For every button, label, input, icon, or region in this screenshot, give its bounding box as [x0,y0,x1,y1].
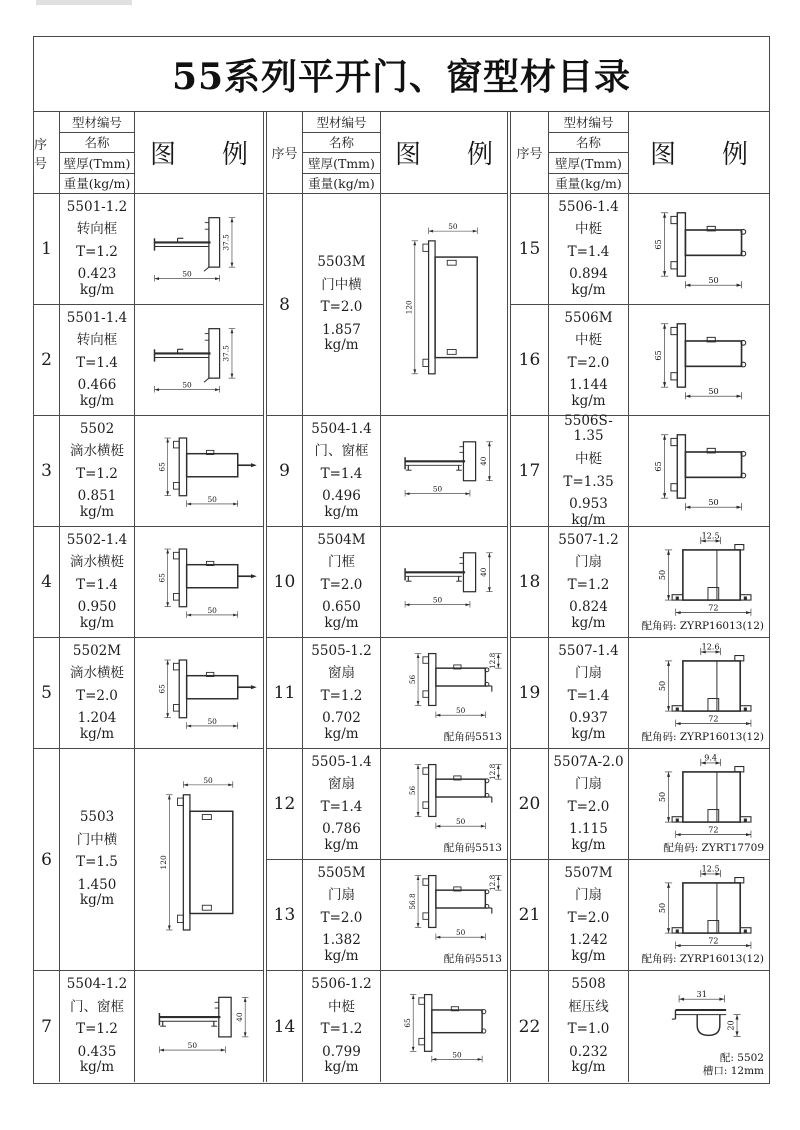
profile-name: 门中横 [76,831,118,848]
diagram-note: 配角码: ZYRP16013(12) [641,953,764,966]
profile-diagram [381,749,507,859]
row-number: 22 [511,971,549,1082]
table-row [267,527,507,638]
profile-info [549,527,629,637]
profile-info [60,527,135,637]
profile-code: 5506-1.2 [311,976,372,993]
dimension-label: 65 [157,462,167,472]
diagram-header-right: 例 [222,140,249,170]
profile-info [60,638,135,748]
profile-section-drawing [384,977,504,1077]
table-row [511,971,769,1082]
profile-thickness: T=1.0 [567,1021,610,1038]
dimension-label: 50 [657,680,667,692]
dimension-label: 12.8 [488,874,498,891]
dimension-label: 65 [652,239,663,250]
dimension-label: 50 [432,595,443,605]
catalog-group-2 [267,112,507,1082]
profile-weight: 1.382 kg/m [322,932,361,964]
profile-code: 5507-1.2 [558,531,619,548]
column-header-info-row: 重量(kg/m) [63,176,131,192]
profile-name: 门扇 [575,776,602,793]
profile-code: 5501-1.2 [66,198,128,215]
profile-section-drawing [632,865,766,951]
column-header-info-row: 重量(kg/m) [555,176,622,192]
profile-thickness: T=1.4 [76,576,118,593]
profile-info [303,638,381,748]
profile-weight: 0.702 kg/m [322,710,361,742]
column-header-info-row: 型材编号 [549,112,628,133]
profile-diagram [381,638,507,748]
profile-diagram [381,527,507,637]
diagram-note-line1: 配: 5502 [719,1051,764,1064]
profile-section-drawing [138,421,260,521]
profile-weight: 0.466 kg/m [77,377,117,409]
profile-name: 门扇 [575,665,602,682]
profile-weight: 0.423 kg/m [77,266,117,298]
profile-name: 中梃 [328,998,355,1015]
diagram-note-line2: 槽口: 12mm [702,1065,764,1078]
profile-code: 5506M [564,309,613,326]
dimension-label: 12.8 [488,763,498,780]
row-number: 18 [511,527,549,637]
dimension-label: 40 [479,567,489,577]
profile-weight: 1.857 kg/m [322,321,361,354]
profile-name: 滴水横梃 [70,554,124,571]
profile-name: 门、窗框 [70,998,124,1015]
dimension-label: 72 [708,936,719,946]
profile-weight: 1.115 kg/m [569,821,608,853]
profile-code: 5502 [79,420,115,437]
profile-diagram [629,305,769,415]
profile-info [549,749,629,859]
profile-info [303,416,381,526]
dimension-label: 9.4 [704,754,718,763]
profile-diagram [629,749,769,859]
dimension-label: 20 [725,1019,736,1031]
dimension-label: 50 [182,269,192,279]
profile-info [549,638,629,748]
profile-diagram [135,527,263,637]
profile-diagram [629,527,769,637]
diagram-note: 配角码5513 [443,842,502,855]
table-row [511,749,769,860]
table-row [267,416,507,527]
profile-thickness: T=1.2 [320,1021,363,1038]
profile-info [549,860,629,970]
column-header-info-row: 名称 [549,133,628,154]
table-row [267,194,507,416]
dimension-label: 40 [479,456,489,466]
profile-weight: 0.650 kg/m [322,599,361,631]
table-row [34,416,263,527]
table-row [511,860,769,971]
profile-weight: 0.937 kg/m [569,710,608,742]
dimension-label: 65 [652,461,663,472]
dimension-label: 50 [452,1049,462,1059]
profile-info [549,971,629,1082]
profile-name: 转向框 [76,332,118,349]
profile-thickness: T=1.4 [567,687,610,704]
dimension-label: 120 [404,300,414,315]
profile-code: 5504-1.2 [66,976,128,993]
row-number: 17 [511,416,549,526]
profile-code: 5503M [317,254,366,271]
profile-section-drawing [138,757,260,962]
profile-weight: 0.435 kg/m [77,1043,117,1076]
profile-weight: 0.851 kg/m [77,488,117,520]
profile-info [303,194,381,415]
row-number: 8 [267,194,303,415]
profile-code: 5507-1.4 [558,642,619,659]
catalog-group-1 [34,112,263,1082]
profile-name: 门中横 [321,276,362,293]
profile-diagram [135,638,263,748]
profile-name: 门扇 [328,887,355,904]
profile-name: 门框 [328,554,355,571]
profile-weight: 1.450 kg/m [77,876,117,909]
profile-diagram [135,194,263,304]
profile-weight: 1.144 kg/m [569,377,608,409]
dimension-label: 37.5 [221,345,231,362]
table-row [267,860,507,971]
diagram-header-left: 图 [149,140,176,170]
column-header-info-row: 重量(kg/m) [308,176,375,192]
profile-section-drawing [138,977,260,1077]
dimension-label: 50 [432,484,443,494]
profile-info [60,416,135,526]
profile-weight: 0.953 kg/m [569,496,608,528]
profile-name: 窗扇 [328,665,355,682]
dimension-label: 72 [708,714,719,724]
profile-diagram [629,860,769,970]
row-number: 9 [267,416,303,526]
profile-name: 窗扇 [328,776,355,793]
dimension-label: 31 [696,988,707,999]
profile-thickness: T=1.5 [76,854,118,871]
profile-section-drawing [632,532,766,618]
profile-thickness: T=1.4 [76,354,118,371]
dimension-label: 50 [455,817,466,827]
dimension-label: 65 [652,350,663,361]
column-header-info [60,112,135,193]
dimension-label: 50 [708,274,719,285]
row-number: 13 [267,860,303,970]
row-number: 15 [511,194,549,304]
row-number: 10 [267,527,303,637]
profile-diagram [381,971,507,1082]
diagram-note: 配角码: ZYRP16013(12) [641,731,764,744]
diagram-header-right: 例 [722,140,749,170]
profile-thickness: T=1.2 [567,576,610,593]
profile-diagram [629,416,769,526]
profile-info [303,860,381,970]
diagram-header-left: 图 [649,140,676,170]
profile-thickness: T=1.35 [563,473,614,490]
dimension-label: 12.5 [701,532,720,541]
group-header [511,112,769,194]
dimension-label: 50 [657,569,667,581]
dimension-label: 50 [182,380,192,390]
dimension-label: 56.8 [407,893,417,910]
profile-info [60,194,135,304]
column-header-info-row: 壁厚(Tmm) [549,153,628,174]
diagram-note: 配角码5513 [443,953,502,966]
row-number: 20 [511,749,549,859]
profile-thickness: T=1.2 [76,1021,118,1038]
table-row [511,412,769,528]
profile-thickness: T=2.0 [567,909,610,926]
column-header-info-row: 型材编号 [303,112,380,133]
table-row [511,527,769,638]
profile-code: 5505-1.2 [311,642,372,659]
row-number: 6 [34,749,60,970]
profile-name: 中梃 [575,221,602,238]
dimension-label: 12.8 [488,652,498,669]
profile-info [60,971,135,1082]
dimension-label: 50 [187,1040,198,1050]
profile-weight: 0.786 kg/m [322,821,361,853]
profile-code: 5507A-2.0 [553,753,624,770]
column-header-diagram [135,112,263,193]
table-row [34,194,263,305]
profile-thickness: T=2.0 [320,909,363,926]
profile-weight: 0.496 kg/m [322,488,361,520]
table-row [267,749,507,860]
dimension-label: 50 [708,496,719,507]
table-row [511,305,769,416]
column-header-info-row: 名称 [60,133,134,154]
profile-weight: 0.232 kg/m [569,1043,608,1076]
profile-code: 5508 [571,976,606,993]
catalog-group-3 [511,112,769,1082]
dimension-label: 72 [708,825,719,835]
profile-thickness: T=2.0 [76,687,118,704]
profile-code: 5505M [317,864,366,881]
profile-code: 5501-1.4 [66,309,128,326]
dimension-label: 50 [657,902,667,914]
profile-thickness: T=2.0 [567,354,610,371]
profile-name: 中梃 [575,450,602,467]
table-body [34,112,769,1082]
row-number: 4 [34,527,60,637]
profile-code: 5504-1.4 [311,420,372,437]
row-number: 19 [511,638,549,748]
profile-info [549,305,629,415]
profile-info [549,194,629,304]
profile-info [60,305,135,415]
table-row [34,638,263,749]
row-number: 14 [267,971,303,1082]
row-number: 5 [34,638,60,748]
profile-info [303,527,381,637]
dimension-label: 56 [407,674,417,685]
dimension-label: 50 [203,775,213,785]
profile-code: 5506-1.4 [558,198,619,215]
column-header-info-row: 壁厚(Tmm) [303,153,380,174]
profile-section-drawing [632,199,766,299]
profile-section-drawing [384,865,504,951]
row-number: 2 [34,305,60,415]
profile-section-drawing [384,421,504,521]
profile-section-drawing [632,421,766,521]
dimension-label: 65 [157,684,167,694]
dimension-label: 120 [159,855,169,870]
table-row [267,971,507,1082]
profile-section-drawing [138,532,260,632]
profile-diagram [381,860,507,970]
profile-info [303,749,381,859]
profile-info [549,412,629,528]
profile-diagram [381,194,507,415]
profile-name: 框压线 [568,998,609,1015]
dimension-label: 50 [448,222,458,232]
dimension-label: 37.5 [221,234,231,251]
profile-code: 5505-1.4 [311,753,372,770]
profile-section-drawing [384,532,504,632]
profile-name: 滴水横梃 [70,665,124,682]
diagram-note: 配角码: ZYRP16013(12) [641,620,764,633]
column-header-diagram [381,112,507,193]
profile-weight: 0.824 kg/m [569,599,608,631]
column-header-diagram [629,112,769,193]
scan-artifact [36,0,132,5]
profile-name: 门扇 [575,887,602,904]
profile-diagram [135,416,263,526]
dimension-label: 65 [402,1017,412,1028]
diagram-header-left: 图 [394,140,421,170]
column-header-info-row: 型材编号 [60,112,134,133]
profile-thickness: T=2.0 [567,798,610,815]
dimension-label: 72 [708,603,719,613]
table-row [34,305,263,416]
row-number: 3 [34,416,60,526]
profile-diagram [629,971,769,1082]
profile-thickness: T=2.0 [320,576,363,593]
column-header-info-row: 名称 [303,133,380,154]
column-header-info [303,112,381,193]
row-number: 12 [267,749,303,859]
profile-thickness: T=1.2 [76,465,118,482]
profile-name: 中梃 [575,332,602,349]
profile-info [303,971,381,1082]
dimension-label: 50 [708,385,719,396]
profile-weight: 1.242 kg/m [569,932,608,964]
profile-code: 5504M [317,531,366,548]
profile-code: 5506S-1.35 [564,412,613,445]
profile-code: 5507M [564,864,613,881]
group-header [34,112,263,194]
profile-weight: 0.950 kg/m [77,599,117,631]
profile-section-drawing [632,754,766,840]
profile-code: 5502-1.4 [66,531,128,548]
profile-name: 门扇 [575,554,602,571]
profile-diagram [135,305,263,415]
dimension-label: 12.5 [701,865,720,874]
table-row [34,749,263,971]
table-row [511,194,769,305]
row-number: 21 [511,860,549,970]
diagram-note: 配角码: ZYRT17709 [663,842,764,855]
profile-thickness: T=1.4 [567,243,610,260]
profile-diagram [381,416,507,526]
dimension-label: 50 [207,494,217,504]
column-header-info-row: 壁厚(Tmm) [60,153,134,174]
column-header-info [549,112,629,193]
profile-weight: 0.894 kg/m [569,266,608,298]
profile-section-drawing [384,643,504,729]
profile-name: 滴水横梃 [70,443,124,460]
table-row [511,638,769,749]
page-title: 55系列平开门、窗型材目录 [34,37,769,112]
profile-thickness: T=1.2 [76,243,118,260]
diagram-note [703,1052,764,1079]
profile-section-drawing [632,643,766,729]
profile-diagram [629,194,769,304]
profile-section-drawing [138,643,260,743]
profile-weight: 0.799 kg/m [322,1043,361,1076]
dimension-label: 50 [207,716,217,726]
table-row [34,527,263,638]
row-number: 7 [34,971,60,1082]
group-header [267,112,507,194]
profile-diagram [135,971,263,1082]
profile-name: 转向框 [76,221,118,238]
profile-thickness: T=1.2 [320,687,363,704]
profile-diagram [135,749,263,970]
dimension-label: 50 [207,605,217,615]
row-number: 11 [267,638,303,748]
dimension-label: 12.6 [701,643,720,652]
dimension-label: 50 [657,791,667,803]
dimension-label: 50 [455,706,466,716]
dimension-label: 50 [455,928,466,938]
dimension-label: 40 [234,1011,244,1022]
diagram-note: 配角码5513 [443,731,502,744]
profile-thickness: T=2.0 [320,299,363,316]
profile-section-drawing [384,754,504,840]
table-row [34,971,263,1082]
column-header-seq: 序号 [511,112,549,193]
table-row [267,638,507,749]
profile-diagram [629,638,769,748]
dimension-label: 65 [157,573,167,583]
catalog-table [33,36,770,1084]
profile-thickness: T=1.4 [320,798,363,815]
profile-code: 5502M [72,642,122,659]
profile-section-drawing [632,987,766,1053]
profile-code: 5503 [79,809,115,826]
row-number: 1 [34,194,60,304]
profile-section-drawing [384,202,504,407]
column-header-seq: 序号 [267,112,303,193]
diagram-header-right: 例 [467,140,494,170]
column-header-seq: 序号 [34,112,60,193]
profile-section-drawing [138,199,260,299]
profile-info [60,749,135,970]
profile-weight: 1.204 kg/m [77,710,117,742]
dimension-label: 56 [407,785,417,796]
profile-section-drawing [138,310,260,410]
profile-section-drawing [632,310,766,410]
row-number: 16 [511,305,549,415]
profile-name: 门、窗框 [314,443,369,460]
profile-thickness: T=1.4 [320,465,363,482]
